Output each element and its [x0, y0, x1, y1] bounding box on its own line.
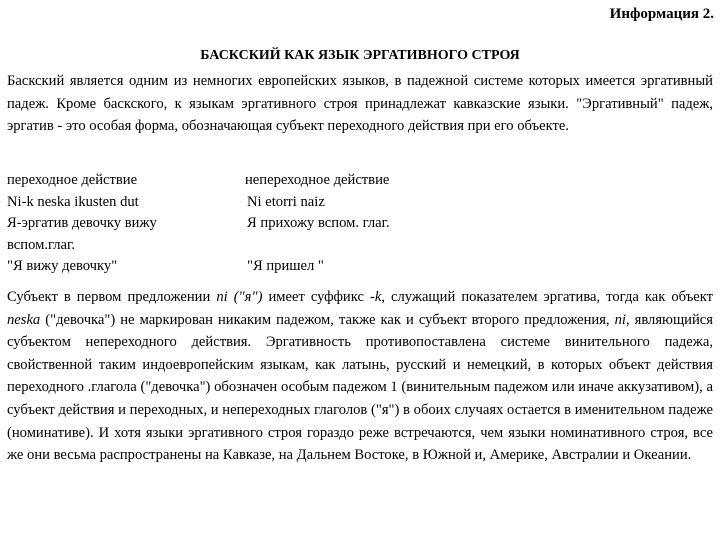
example-left-cell: вспом.глаг. [7, 236, 75, 253]
paragraph-text: , являющийся субъектом непереходного действия. Эргативность противопоставлена системе винительного падежа, свойственной таким индоевропейским языкам, как латынь, русский и немецкий, в которых объект действия переходного .глагола ("девочка") обозначен особым падежом 1 (винительным падежом или иначе аккузативом), а субъект действия и переходных, и непереходных глаголов ("я") в обоих случаях остается в именительном падеже (номинативе). И хотя языки эргативного строя гораздо реже встречаются, чем языки номинативного строя, все же они весьма распространены на Кавказе, на Дальнем Востоке, в Южной и, Америке, Австралии и Океании. [7, 311, 713, 464]
italic-term: neska [7, 311, 41, 328]
paragraph-text: Субъект в первом предложении [7, 289, 217, 305]
paragraph-text: имеет суффикс [262, 289, 370, 305]
italic-term: -k [369, 289, 382, 305]
example-left-cell: "Я вижу девочку" [7, 258, 118, 274]
example-right-cell: Ni etorri naiz [247, 193, 325, 210]
paragraph-text: ("девочка") не маркирован никаким падежом, также как и субъект второго предложения, [40, 311, 615, 328]
example-row [7, 235, 713, 257]
example-row [7, 256, 713, 278]
example-left-cell: Я-эргатив девочку вижу [7, 215, 157, 231]
example-right-cell: непереходное действие [245, 172, 390, 188]
example-left-cell: Ni-k neska ikusten dut [7, 193, 139, 210]
paragraph-text: , служащий показателем эргатива, тогда как объект [381, 289, 713, 305]
example-left-cell: переходное действие [7, 172, 138, 188]
italic-term: ni ("я") [216, 289, 263, 305]
example-right-cell: Я прихожу вспом. глаг. [247, 215, 390, 231]
page-title: БАСКСКИЙ КАК ЯЗЫК ЭРГАТИВНОГО СТРОЯ [200, 48, 520, 63]
example-row [7, 192, 713, 214]
examples-block [7, 170, 713, 278]
italic-term: ni [614, 311, 626, 328]
example-row [7, 213, 713, 235]
example-row [7, 170, 713, 192]
info-label: Информация 2. [609, 6, 714, 22]
example-right-cell: "Я пришел " [247, 258, 324, 274]
intro-paragraph: Баскский является одним из немногих европейских языков, в падежной системе которых имеется эргативный падеж. Кроме баскского, к языкам эргативного строя принадлежат кавказские языки. "Эргативный" падеж, эргатив - это особая форма, обозначающая субъект переходного действия при его объекте. [7, 73, 713, 135]
explanation-paragraph [7, 286, 713, 467]
